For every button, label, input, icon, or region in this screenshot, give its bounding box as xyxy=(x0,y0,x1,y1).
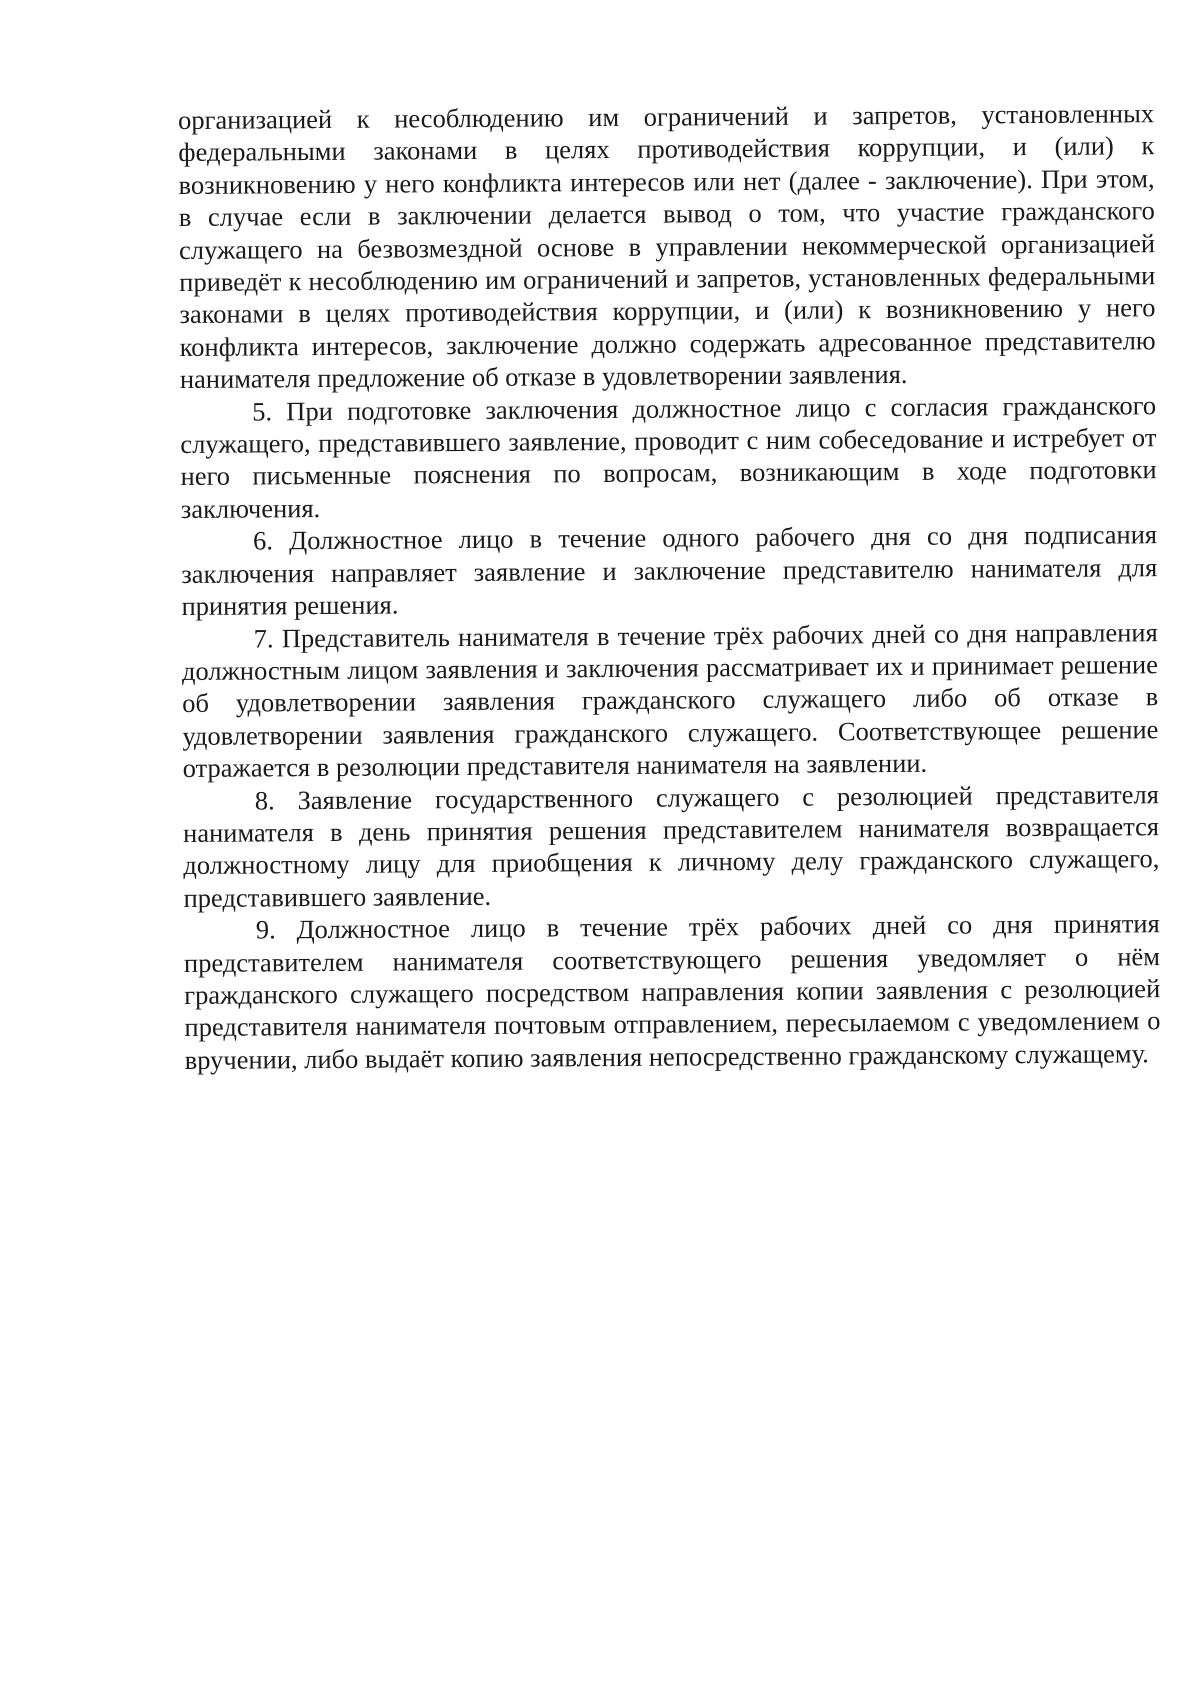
paragraph-6: 6. Должностное лицо в течение одного рабочего дня со дня подписания заключения направляет заявление и заключение представителю нанимателя для принятия решения. xyxy=(181,519,1158,622)
paragraph-continuation: организацией к несоблюдению им ограничений и запретов, установленных федеральными законами в целях противодействия коррупции, и (или) к возникновению у него конфликта интересов или нет (далее - заключение). При этом, в случае если в заключении делается вывод о том, что участие гражданского служащего на безвозмездной основе в управлении некоммерческой организацией приведёт к несоблюдению им ограничений и запретов, установленных федеральными законами в целях противодействия коррупции, и (или) к возникновению у него конфликта интересов, заключение должно содержать адресованное представителю нанимателя предложение об отказе в удовлетворении заявления. xyxy=(178,98,1156,395)
paragraph-8: 8. Заявление государственного служащего с резолюцией представителя нанимателя в день принятия решения представителем нанимателя возвращается должностному лицу для приобщения к личному делу гражданского служащего, представившего заявление. xyxy=(182,778,1160,913)
paragraph-9: 9. Должностное лицо в течение трёх рабочих дней со дня принятия представителем нанимателя соответствующего решения уведомляет о нём гражданского служащего посредством направления копии заявления с резолюцией представителя нанимателя почтовым отправлением, пересылаемом с уведомлением о вручении, либо выдаёт копию заявления непосредственно гражданскому служащему. xyxy=(183,908,1161,1075)
paragraph-5: 5. При подготовке заключения должностное лицо с согласия гражданского служащего, представившего заявление, проводит с ним собеседование и истребует от него письменные пояснения по вопросам, возникающим в ходе подготовки заключения. xyxy=(180,389,1157,524)
paragraph-7: 7. Представитель нанимателя в течение трёх рабочих дней со дня направления должностным лицом заявления и заключения рассматривает их и принимает решение об удовлетворении заявления гражданского служащего либо об отказе в удовлетворении заявления гражданского служащего. Соответствующее решение отражается в резолюции представителя нанимателя на заявлении. xyxy=(181,616,1159,784)
document-body xyxy=(178,97,1161,1076)
